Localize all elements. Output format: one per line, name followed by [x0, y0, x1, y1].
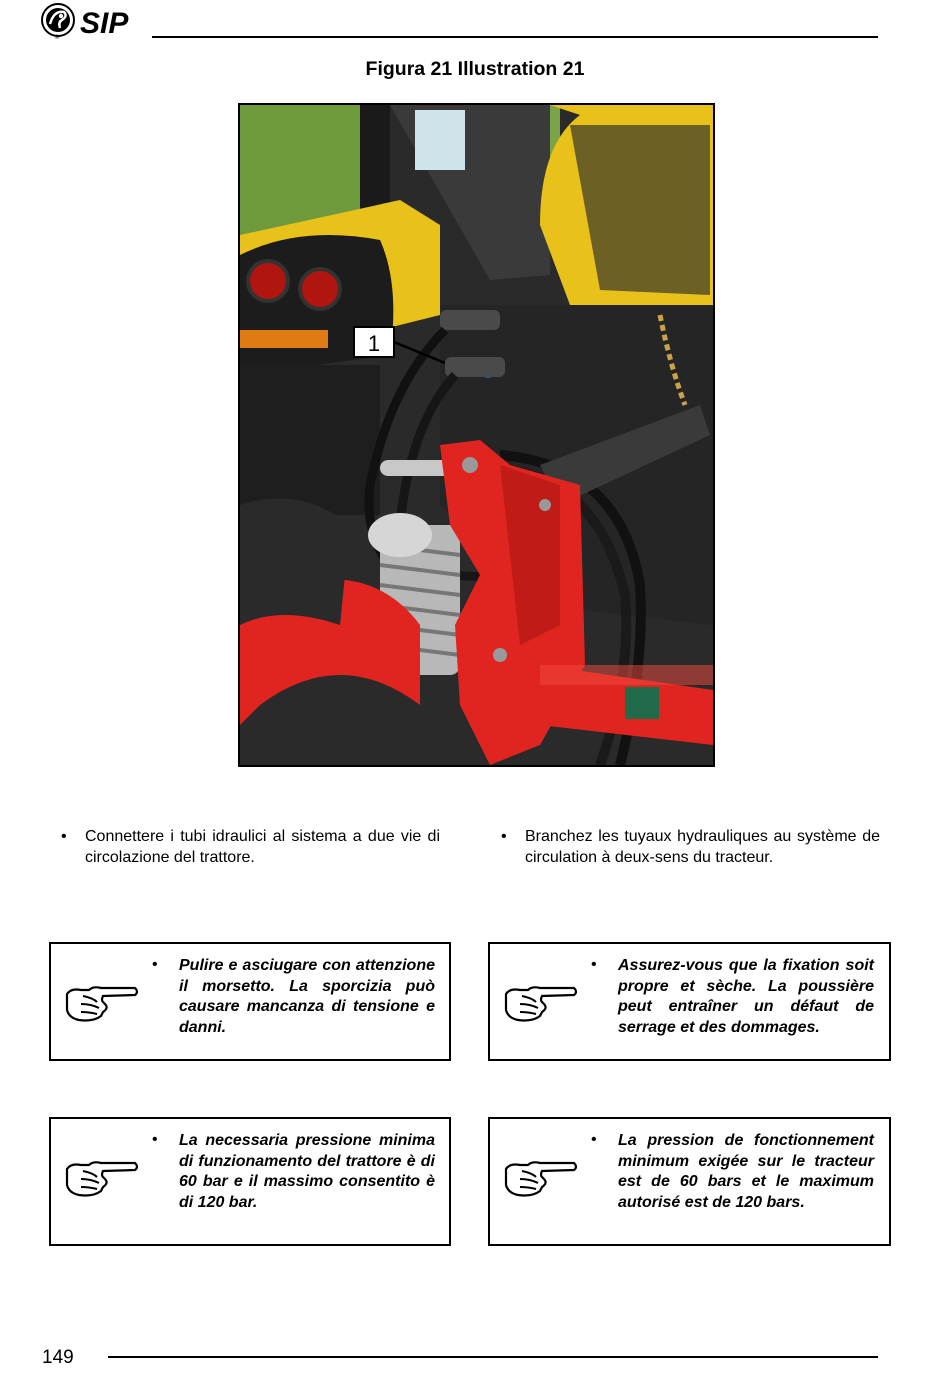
callout-label: 1 — [367, 331, 381, 356]
sip-logo — [40, 2, 150, 40]
instruction-italian — [61, 826, 440, 868]
bullet: • — [61, 828, 67, 845]
bullet: • — [152, 1131, 158, 1148]
figure-title: Figura 21 Illustration 21 — [365, 58, 585, 80]
pointing-hand-icon — [502, 982, 578, 1022]
instruction-french-text: Branchez les tuyaux hydrauliques au système de circulation à deux-sens du tracteur. — [525, 828, 880, 866]
note-text: La pression de fonctionnement minimum exigée sur le tracteur est de 60 bars et le maximum autorisé est de 120 bars. — [618, 1132, 874, 1211]
pointing-hand-icon — [63, 1157, 139, 1197]
bullet: • — [591, 1131, 597, 1148]
instruction-italian-text: Connettere i tubi idraulici al sistema a due vie di circolazione del trattore. — [85, 828, 440, 866]
bullet: • — [501, 828, 507, 845]
svg-text:®: ® — [54, 34, 60, 40]
tractor-hydraulic-photo — [240, 105, 713, 765]
note-box-italian-pressure — [49, 1117, 451, 1246]
header-rule — [152, 36, 878, 38]
note-box-french-pressure — [488, 1117, 891, 1246]
pointing-hand-icon — [502, 1157, 578, 1197]
note-text: La necessaria pressione minima di funzionamento del trattore è di 60 bar e il massimo consentito è di 120 bar. — [179, 1132, 435, 1211]
bullet: • — [152, 956, 158, 973]
figure-photo — [238, 103, 715, 767]
bullet: • — [591, 956, 597, 973]
note-text: Pulire e asciugare con attenzione il morsetto. La sporcizia può causare mancanza di tensione e danni. — [179, 957, 435, 1036]
footer-rule — [108, 1356, 878, 1358]
note-box-italian-clean — [49, 942, 451, 1061]
note-box-french-clean — [488, 942, 891, 1061]
pointing-hand-icon — [63, 982, 139, 1022]
note-text: Assurez-vous que la fixation soit propre et sèche. La poussière peut entraîner un défaut de serrage et des dommages. — [618, 957, 874, 1036]
instruction-french — [501, 826, 880, 868]
page-number: 149 — [42, 1347, 74, 1368]
brand-name: SIP — [80, 7, 129, 40]
